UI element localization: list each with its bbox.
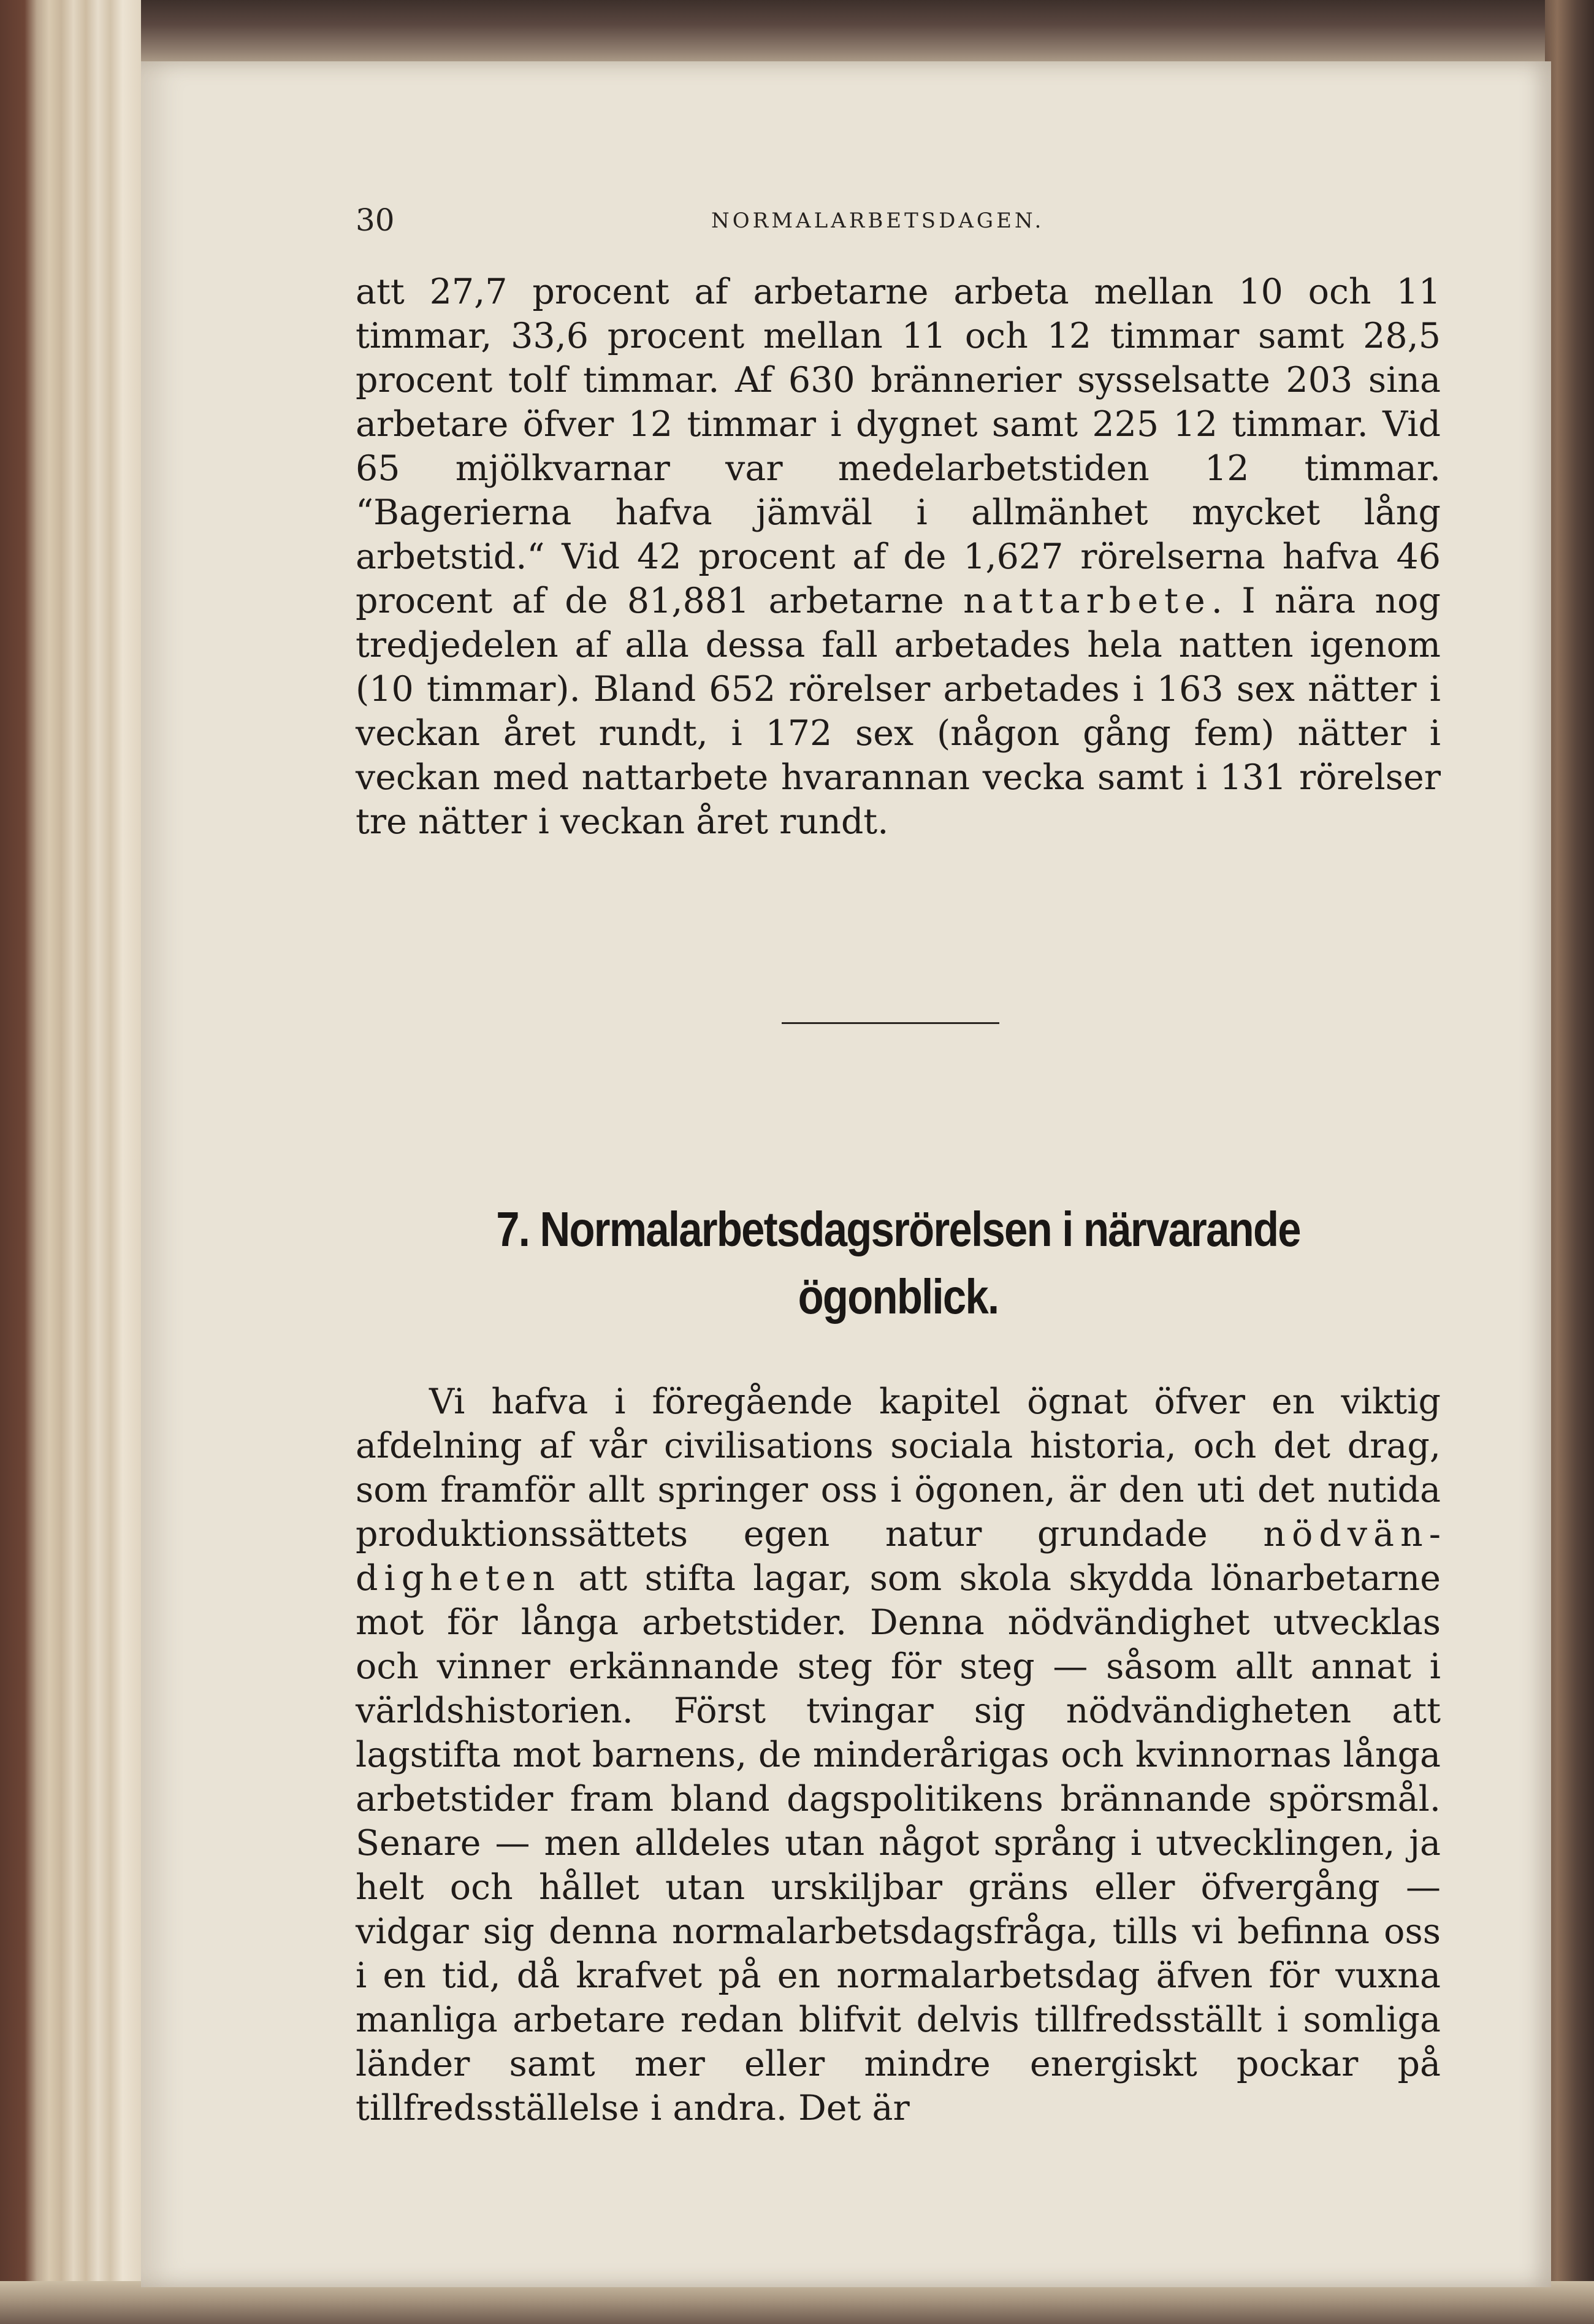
paragraph-1-spaced-word: nattarbete [963, 581, 1211, 621]
paragraph-2-text: Vi hafva i föregående kapitel ögnat öfver en viktig afdelning af vår civilisations sociala historia, och det drag, som framför allt springer oss i ögonen, är den uti det nutida produktionssättets egen natur grundade [356, 1382, 1441, 1554]
paragraph-2 [356, 1380, 1441, 2130]
book-bottom-edge [0, 2281, 1594, 2324]
page-header [356, 202, 1447, 239]
book-cover-edge [1545, 0, 1594, 2324]
page-number: 30 [356, 202, 395, 238]
paragraph-1-text: att 27,7 procent af arbetarne arbeta mellan 10 och 11 timmar, 33,6 procent mellan 11 och 12 timmar samt 28,5 procent tolf timmar. Af 630 brännerier sysselsatte 203 sina arbetare öfver 12 timmar i dygnet samt 225 12 timmar. Vid 65 mjölkvarnar var medelarbetstiden 12 timmar. “Bagerierna hafva jämväl i allmänhet mycket lång arbetstid.“ Vid 42 procent af de 1,627 rörelserna hafva 46 procent af de 81,881 arbetarne [356, 272, 1441, 621]
section-divider [782, 1022, 999, 1024]
paragraph-1-text-cont: . I nära nog tredjedelen af alla dessa fall arbetades hela natten igenom (10 timmar). Bland 652 rörelser arbetades i 163 sex nätter i veckan året rundt, i 172 sex (någon gång fem) nätter i veckan med nattarbete hvarannan vecka samt i 131 rörelser tre nätter i veckan året rundt. [356, 581, 1441, 842]
paragraph-2-text-cont: att stifta lagar, som skola skydda lönarbetarne mot för långa arbetstider. Denna nödvändighet utvecklas och vinner erkännande steg för steg — såsom allt annat i världshistorien. Först tvingar sig nödvändigheten att lagstifta mot barnens, de minderårigas och kvinnornas långa arbetstider fram bland dagspolitikens brännande spörsmål. Senare — men alldeles utan något språng i utvecklingen, ja helt och hållet utan urskiljbar gräns eller öfvergång — vidgar sig denna normalarbetsdagsfråga, tills vi befinna oss i en tid, då krafvet på en normalarbetsdag äfven för vuxna manliga arbetare redan blifvit delvis tillfredsställt i somliga länder samt mer eller mindre energiskt pockar på tillfredsställelse i andra. Det är [356, 1558, 1441, 2128]
section-title-line-2: ögonblick. [798, 1269, 999, 1324]
paragraph-2-spaced-word: nödvändigheten [356, 1514, 1441, 1599]
running-head: NORMALARBETSDAGEN. [711, 208, 1045, 233]
paragraph-1 [356, 270, 1441, 844]
section-number: 7. [496, 1202, 530, 1256]
book-top-edge [0, 0, 1594, 67]
section-title-line-1: Normalarbetsdagsrörelsen i närvarande [540, 1202, 1300, 1256]
book-binding [0, 0, 141, 2324]
section-heading [432, 1196, 1365, 1331]
